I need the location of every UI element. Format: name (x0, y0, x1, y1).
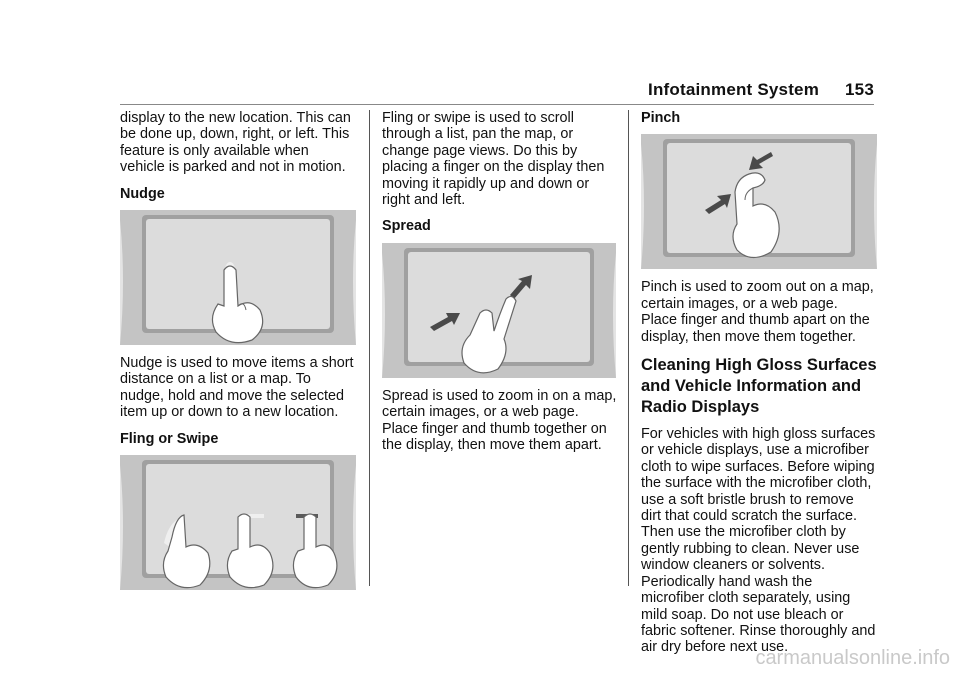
cleaning-section-heading: Cleaning High Gloss Surfaces and Vehicle Information and Radio Displays (641, 356, 877, 417)
spread-paragraph: Spread is used to zoom in on a map, certain images, or a web page. Place finger and thumb together on the display, then move them apart. (382, 387, 617, 454)
fling-heading: Fling or Swipe (120, 430, 219, 447)
nudge-paragraph: Nudge is used to move items a short distance on a list or a map. To nudge, hold and move the selected item up or down to a new location. (120, 355, 354, 421)
column-1 (120, 110, 356, 600)
pinch-illustration (641, 134, 877, 269)
fling-illustration (120, 455, 356, 590)
cleaning-paragraph: For vehicles with high gloss surfaces or vehicle displays, use a microfiber cloth to wipe surfaces. Before wiping the surface with the microfiber cloth, use a soft bristle brush to remove dirt that could scratch the surface. Then use the microfiber cloth by gently rubbing to clean. Never use window cleaners or solvents. Periodically hand wash the microfiber cloth separately, using mild soap. Do not use bleach or fabric softener. Rinse thoroughly and air dry before next use. (641, 426, 876, 656)
fling-paragraph: Fling or swipe is used to scroll through a list, pan the map, or change page views. Do this by placing a finger on the display then moving it rapidly up and down or right and left. (382, 110, 605, 209)
section-title: Infotainment System (648, 80, 820, 99)
nudge-heading: Nudge (120, 185, 165, 202)
column-divider-1 (369, 110, 370, 586)
watermark: carmanualsonline.info (755, 647, 950, 669)
intro-paragraph: display to the new location. This can be done up, down, right, or left. This feature is only available when vehicle is parked and not in motion. (120, 110, 351, 176)
column-2 (382, 110, 618, 463)
nudge-illustration (120, 210, 356, 345)
running-header (648, 80, 874, 100)
column-3 (641, 110, 877, 666)
pinch-heading: Pinch (641, 110, 681, 126)
column-divider-2 (628, 110, 629, 586)
header-divider (120, 104, 874, 105)
spread-heading: Spread (382, 218, 431, 235)
page-number: 153 (845, 80, 874, 99)
spread-illustration (382, 243, 616, 378)
pinch-paragraph: Pinch is used to zoom out on a map, certain images, or a web page. Place finger and thumb apart on the display, then move them together. (641, 279, 874, 345)
